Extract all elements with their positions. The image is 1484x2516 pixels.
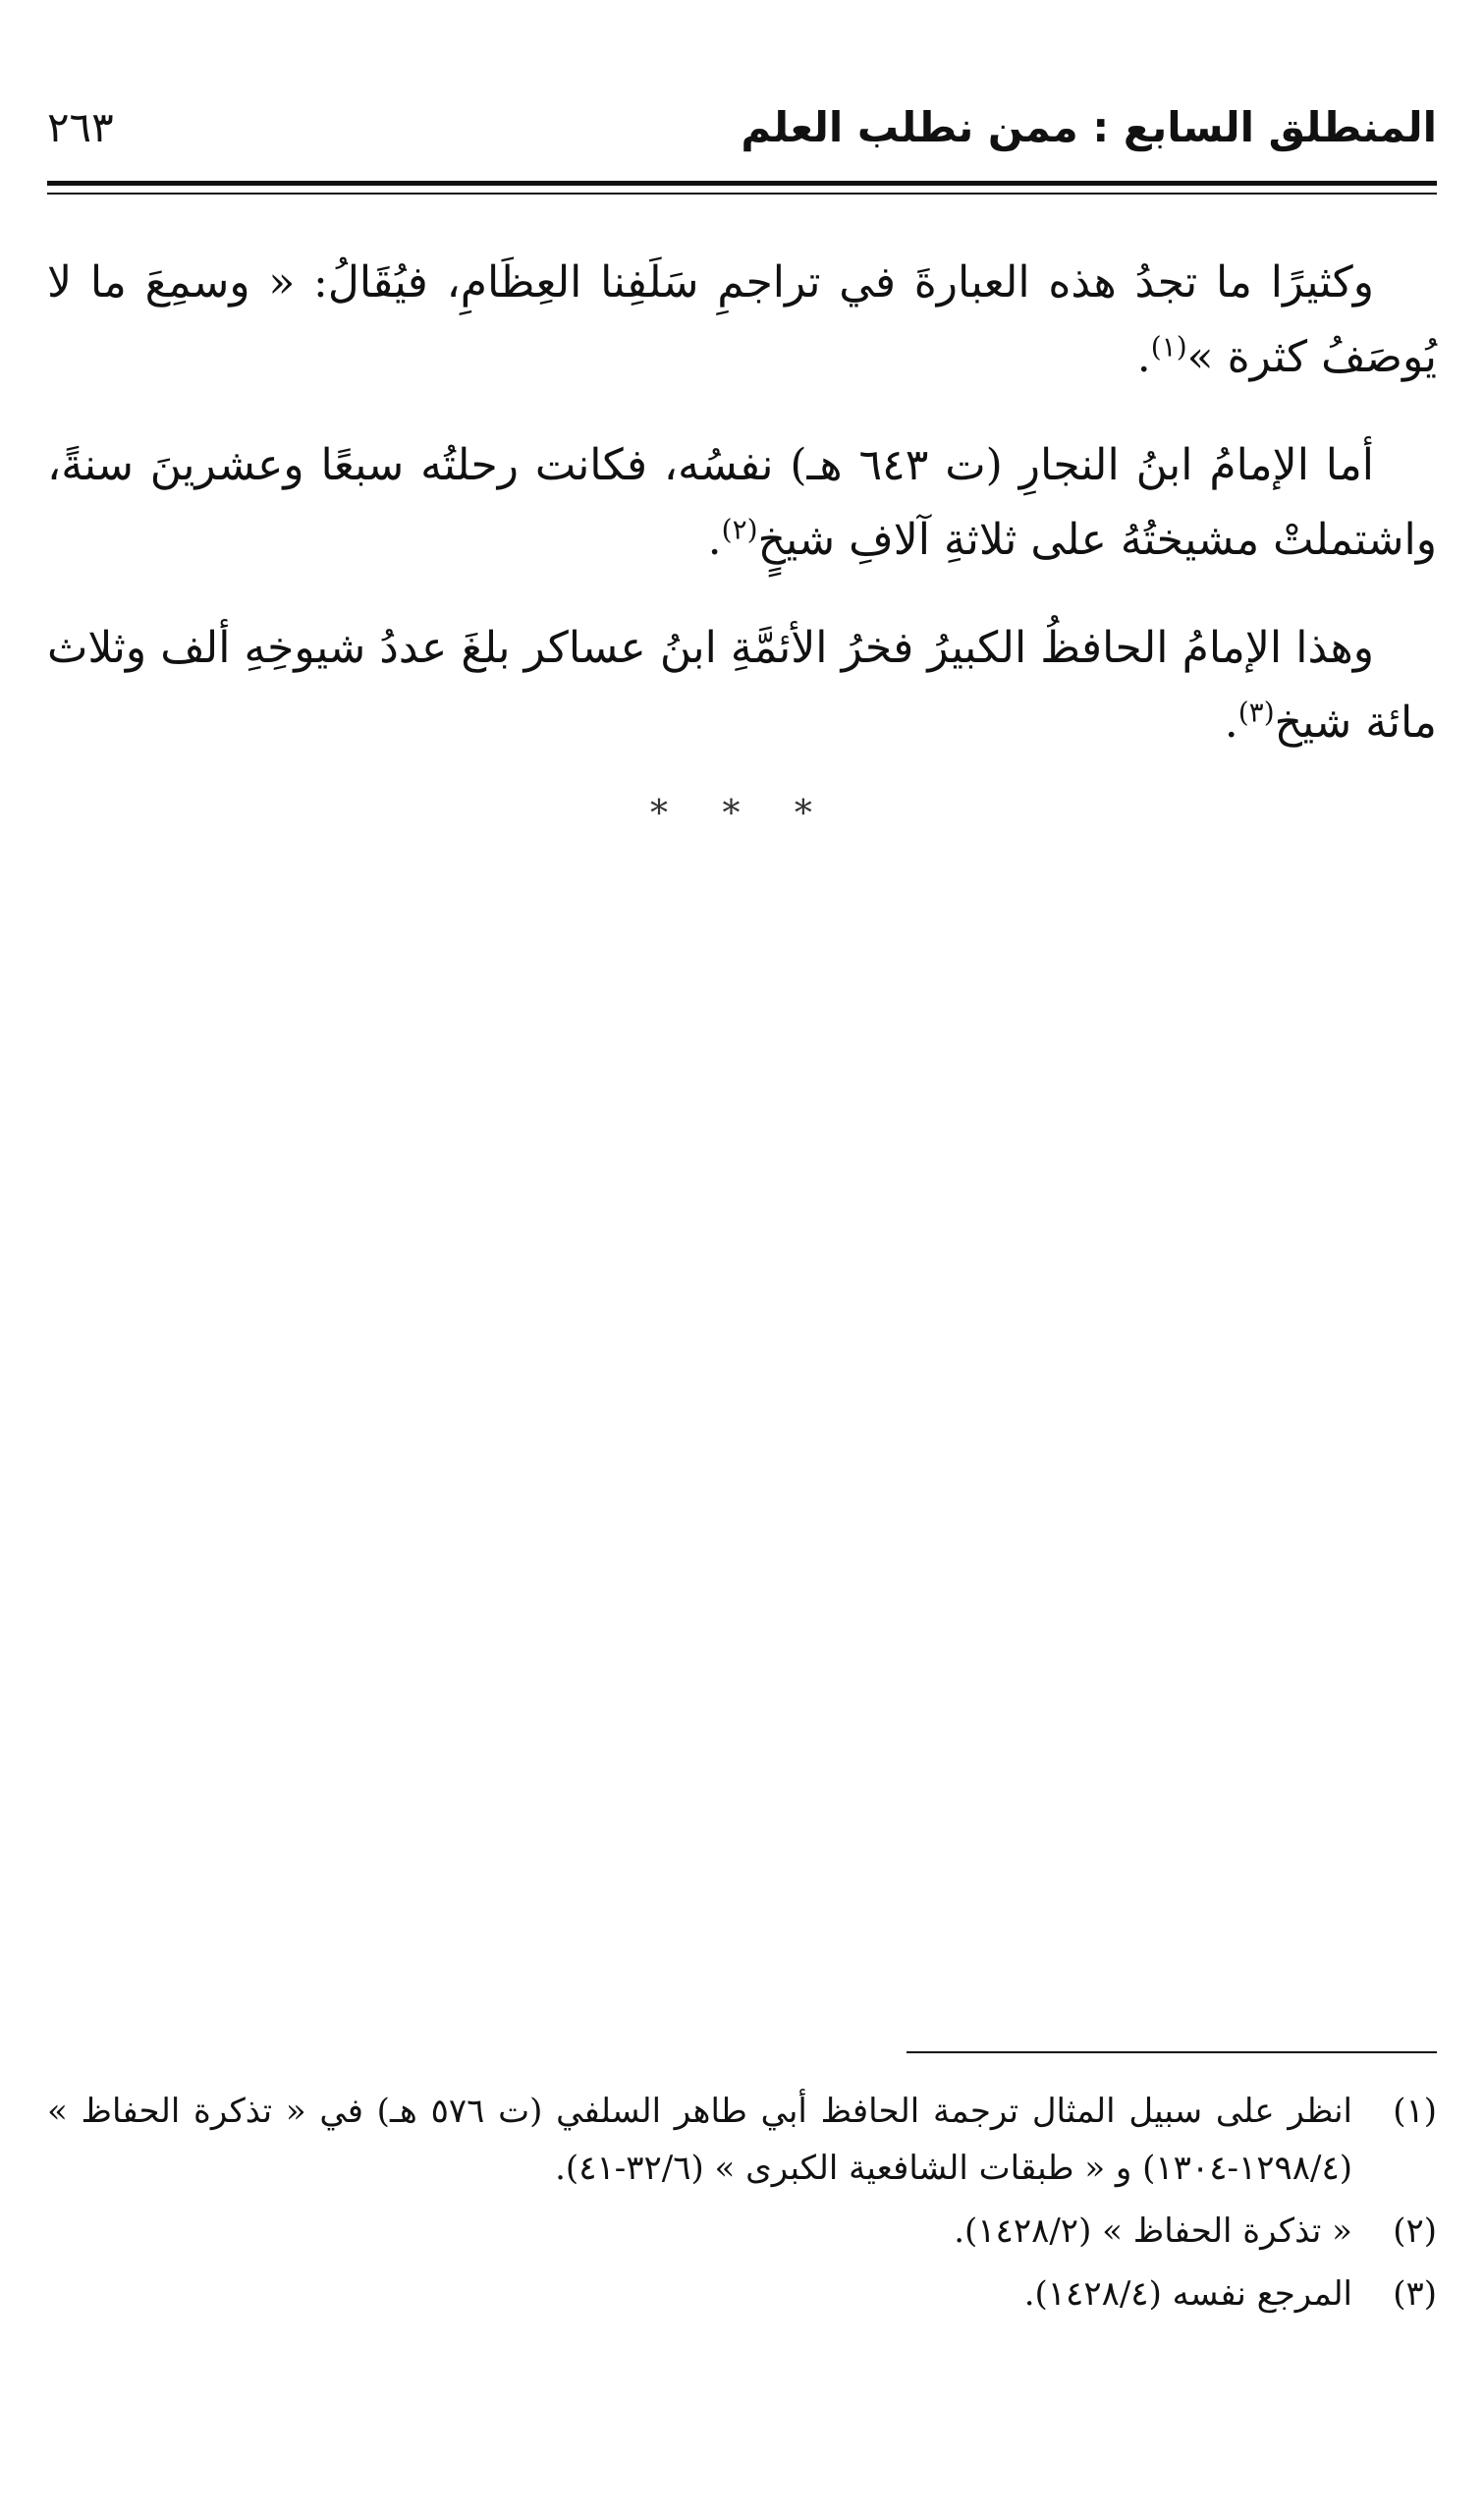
paragraph-3 (47, 611, 1437, 760)
footnote-number: (٣) (1393, 2274, 1437, 2314)
footnotes (47, 2083, 1437, 2328)
header-rule-thin (47, 193, 1437, 195)
running-title: المنطلق السابع : ممن نطلب العلم (741, 103, 1437, 151)
page-number: ٢٦٣ (47, 103, 114, 151)
header-rule-thick (47, 181, 1437, 186)
paragraph-2 (47, 428, 1437, 578)
paragraph-text: وكثيرًا ما تجدُ هذه العبارةَ في تراجمِ سَلَفِنا العِظَامِ، فيُقَالُ: « وسمِعَ ما لا يُوصَفُ كثرة » (47, 257, 1437, 382)
paragraph-tail: . (707, 515, 722, 565)
footnote-3 (47, 2265, 1437, 2322)
footnote-text: « تذكرة الحفاظ » (١٤٢٨/٢). (954, 2211, 1352, 2251)
footnote-number: (١) (1393, 2092, 1437, 2131)
paragraph-text: وهذا الإمامُ الحافظُ الكبيرُ فخرُ الأئمَّةِ ابنُ عساكر بلغَ عددُ شيوخِهِ ألف وثلاث مائة شيخ (47, 623, 1437, 748)
footnote-number: (٢) (1393, 2211, 1437, 2251)
footnote-reference-1: (١) (1150, 330, 1187, 363)
footnote-reference-2: (٢) (721, 513, 758, 546)
body-text (47, 246, 1437, 834)
section-separator: * * * (650, 794, 834, 834)
page-header (47, 98, 1437, 167)
footnote-text: انظر على سبيل المثال ترجمة الحافظ أبي طاهر السلفي (ت ٥٧٦ هـ) في « تذكرة الحفاظ » (١٢٩٨/٤-١٣٠٤) و « طبقات الشافعية الكبرى » (٣٢/٦-٤١). (47, 2092, 1352, 2188)
footnote-rule (907, 2051, 1437, 2053)
footnote-1 (47, 2083, 1437, 2197)
paragraph-tail: . (1136, 332, 1151, 382)
footnote-text: المرجع نفسه (١٤٢٨/٤). (1023, 2274, 1352, 2314)
footnote-2 (47, 2203, 1437, 2260)
paragraph-tail: . (1224, 698, 1238, 748)
paragraph-text: أما الإمامُ ابنُ النجارِ (ت ٦٤٣ هـ) نفسُه، فكانت رحلتُه سبعًا وعشرينَ سنةً، واشتملتْ مشيختُهُ على ثلاثةِ آلافِ شيخٍ (47, 440, 1437, 565)
paragraph-1 (47, 246, 1437, 395)
footnote-reference-3: (٣) (1237, 696, 1275, 729)
